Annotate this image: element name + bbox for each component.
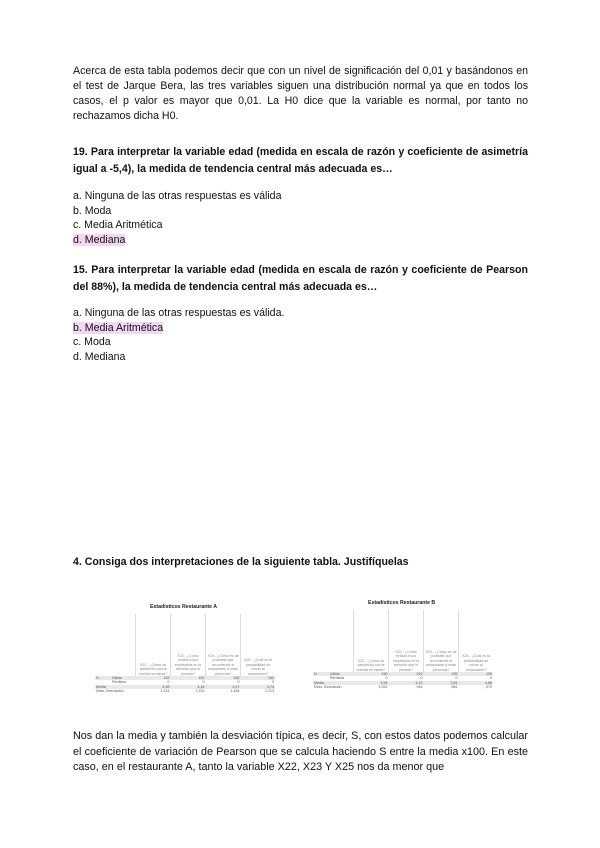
table-a-header-x22: X22 - ¿Cómo de satisfecho con la comida se siente? xyxy=(136,614,171,676)
table-a-title: Estadísticos Restaurante A xyxy=(150,604,217,610)
table-b-header-x25: X25 - ¿Cuál es la probabilidad de volver al restaurante? xyxy=(459,610,494,672)
table-cell: 4,12 xyxy=(389,681,424,685)
table-b-header-x23: X23 - ¿Cómo evalúa a sus empleados en la atención que le prestan? xyxy=(389,610,424,672)
table-cell: 152 xyxy=(241,676,276,680)
table-cell: Perdidos xyxy=(330,676,345,681)
table-cell: N xyxy=(95,676,111,680)
table-row xyxy=(95,689,275,693)
question-19-options xyxy=(73,189,281,247)
table-cell: 3,81 xyxy=(424,681,459,685)
table-row xyxy=(313,685,493,689)
table-cell: Media xyxy=(95,685,136,689)
table-cell: 152 xyxy=(206,676,241,680)
table-a-header-x24: X24 - ¿Cómo es de probable que recomiende el restaurante a otras personas? xyxy=(206,614,241,676)
table-cell: 0 xyxy=(420,676,423,681)
question-15-options xyxy=(73,306,284,364)
table-cell: 1,221 xyxy=(195,689,205,694)
table-cell: 0 xyxy=(272,680,274,685)
table-cell: 0 xyxy=(490,676,492,681)
table-b-header-x22: X22 - ¿Cómo de satisfecho con la comida se siente? xyxy=(354,610,389,672)
table-cell: Media xyxy=(313,681,354,685)
table-cell: 4,17 xyxy=(206,685,241,689)
table-cell: 4,35 xyxy=(136,685,171,689)
table-cell: Desv. Desviación xyxy=(96,689,124,694)
table-cell: 0 xyxy=(455,676,458,681)
question-19: 19. Para interpretar la variable edad (medida en escala de razón y coeficiente de asimetría igual a -5,4), la medida de tendencia central más adecuada es… xyxy=(73,146,528,175)
table-cell: 0 xyxy=(237,680,240,685)
table-cell: ,962 xyxy=(450,685,458,690)
q19-option-b: b. Moda xyxy=(73,204,112,217)
table-cell: Desv. Desviación xyxy=(314,685,342,690)
question-15: 15. Para interpretar la variable edad (medida en escala de razón y coeficiente de Pearson del 88%), la medida de tendencia central más adecuada es… xyxy=(73,264,528,293)
table-cell: 150 xyxy=(459,672,494,676)
table-cell: 1,141 xyxy=(160,689,170,694)
table-cell: 152 xyxy=(171,676,206,680)
table-cell: 1,032 xyxy=(378,685,388,690)
q19-option-a: a. Ninguna de las otras respuestas es válida xyxy=(73,190,282,202)
table-cell: 4,16 xyxy=(171,685,206,689)
table-cell: 0 xyxy=(202,680,205,685)
q15-option-b-highlighted: b. Media Aritmética xyxy=(73,321,164,334)
table-cell: Válido xyxy=(111,676,136,680)
q19-option-c: c. Media Aritmética xyxy=(73,219,163,232)
table-cell: 4,54 xyxy=(354,681,389,685)
outro-paragraph: Nos dan la media y también la desviación típica, es decir, S, con estos datos podemos calcular el coeficiente de variación de Pearson que se calcula haciendo S entre la media x100. En este caso, en el restaurante A, tanto la variable X22, X23 Y X25 nos da menor que xyxy=(73,730,528,773)
table-cell: 3,74 xyxy=(241,685,276,689)
q15-option-c: c. Moda xyxy=(73,336,111,349)
table-cell: 0 xyxy=(385,676,388,681)
question-4: 4. Consiga dos interpretaciones de la siguiente tabla. Justifíquelas xyxy=(73,556,409,568)
table-cell: ,944 xyxy=(415,685,423,690)
table-cell: ,975 xyxy=(485,685,492,690)
table-cell: N xyxy=(313,672,329,676)
table-cell: 255 xyxy=(424,672,459,676)
q15-option-a: a. Ninguna de las otras respuestas es válida. xyxy=(73,307,285,319)
q15-option-d: d. Mediana xyxy=(73,350,126,363)
table-cell: 1,213 xyxy=(265,689,274,694)
table-a-header-x25: X25 - ¿Cuál es la probabilidad de volver al restaurante? xyxy=(241,614,276,676)
table-cell: Válido xyxy=(329,672,354,676)
q19-option-d-highlighted: d. Mediana xyxy=(73,233,126,246)
table-cell: 150 xyxy=(354,672,389,676)
table-b-title: Estadísticos Restaurante B xyxy=(368,600,436,606)
table-cell: 210 xyxy=(389,672,424,676)
table-cell: 152 xyxy=(136,676,171,680)
table-cell: Perdidos xyxy=(112,680,127,685)
table-cell: 3,86 xyxy=(459,681,494,685)
table-b-header-x24: X24 - ¿Cómo es de probable que recomiende el restaurante a otras personas? xyxy=(424,610,459,672)
table-cell: 0 xyxy=(167,680,170,685)
table-a-header-x23: X23 - ¿Cómo evalúa a sus empleados en la atención que le prestan? xyxy=(171,614,206,676)
table-cell: 1,464 xyxy=(230,689,240,694)
intro-paragraph: Acerca de esta tabla podemos decir que con un nivel de significación del 0,01 y basándonos en el test de Jarque Bera, las tres variables siguen una distribución normal ya que en todos los casos, el p valor es mayor que 0,01. La H0 dice que la variable es normal, por tanto no rechazamos dicha H0. xyxy=(73,65,528,122)
